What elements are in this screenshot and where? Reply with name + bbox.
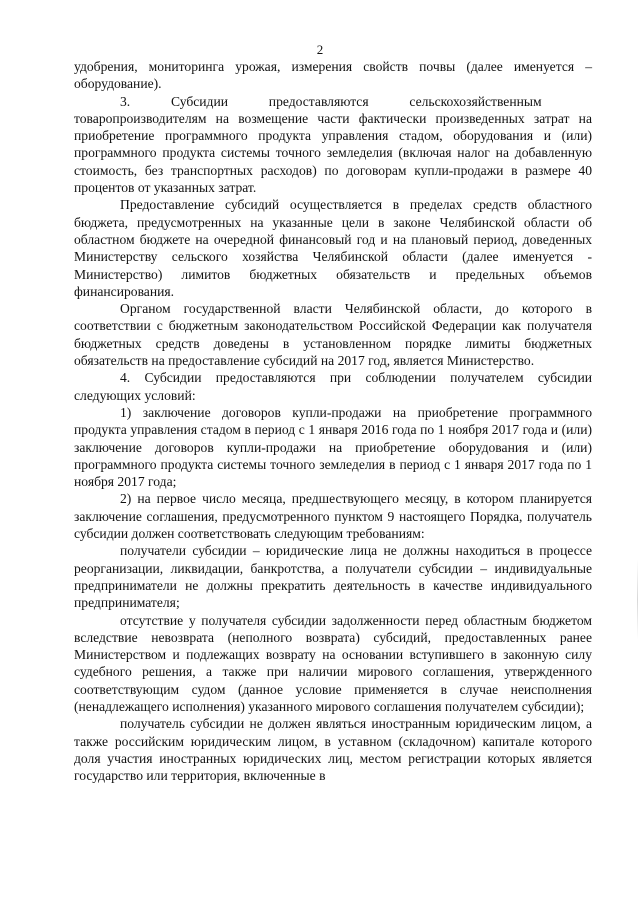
- page-number: 2: [316, 42, 324, 57]
- paragraph-ministry-authority: Органом государственной власти Челябинской области, до которого в соответствии с бюджетным законодательством Российской Федерации как получателя бюджетных средств доведены в установленном порядке лимиты бюджетных обязательств на предоставление субсидий на 2017 год, является Министерство.: [74, 301, 592, 369]
- paragraph-condition-2: 2) на первое число месяца, предшествующего месяцу, в котором планируется заключение соглашения, предусмотренного пунктом 9 настоящего Порядка, получатель субсидии должен соответствовать следующим требованиям:: [74, 491, 592, 542]
- paragraph-requirement-no-debt: отсутствие у получателя субсидии задолженности перед областным бюджетом вследствие невозврата (неполного возврата) субсидий, предоставленных ранее Министерством и подлежащих возврату на основании вступившего в законную силу судебного решения, а также при наличии мирового соглашения, утвержденного соответствующим судом (данное условие применяется в случае неисполнения (ненадлежащего исполнения) указанного мирового соглашения получателем субсидии);: [74, 612, 592, 714]
- paragraph-continuation: удобрения, мониторинга урожая, измерения свойств почвы (далее именуется – оборудование).: [74, 59, 592, 92]
- document-body: [74, 58, 592, 784]
- paragraph-item-4: 4. Субсидии предоставляются при соблюдении получателем субсидии следующих условий:: [74, 370, 592, 403]
- paragraph-requirement-not-foreign: получатель субсидии не должен являться иностранным юридическим лицом, а также российским юридическим лицом, в уставном (складочном) капитале которого доля участия иностранных юридических лиц, местом регистрации которых является государство или территория, включенные в: [74, 716, 592, 784]
- scan-edge-mark: [637, 560, 638, 640]
- paragraph-requirement-reorganization: получатели субсидии – юридические лица не должны находиться в процессе реорганизации, ликвидации, банкротства, а получатели субсидии – индивидуальные предприниматели не должны прекратить деятельность в качестве индивидуального предпринимателя;: [74, 543, 592, 611]
- paragraph-budget-limits: Предоставление субсидий осуществляется в пределах средств областного бюджета, предусмотренных на указанные цели в законе Челябинской области об областном бюджете на очередной финансовый год и на плановый период, доведенных Министерству сельского хозяйства Челябинской области (далее именуется - Министерство) лимитов бюджетных обязательств и предельных объемов финансирования.: [74, 197, 592, 299]
- paragraph-condition-1: 1) заключение договоров купли-продажи на приобретение программного продукта управления стадом в период с 1 января 2016 года по 1 ноября 2017 года и (или) заключение договоров купли-продажи на приобретение оборудования и (или) программного продукта системы точного земледелия в период с 1 января 2017 года по 1 ноября 2017 года;: [74, 404, 592, 490]
- paragraph-item-3: 3. Субсидии предоставляются сельскохозяйственным товаропроизводителям на возмещение части фактически произведенных затрат на приобретение программного продукта управления стадом, оборудования и (или) программного продукта системы точного земледелия (включая налог на добавленную стоимость, без транспортных расходов) по договорам купли-продажи в размере 40 процентов от указанных затрат.: [74, 93, 592, 196]
